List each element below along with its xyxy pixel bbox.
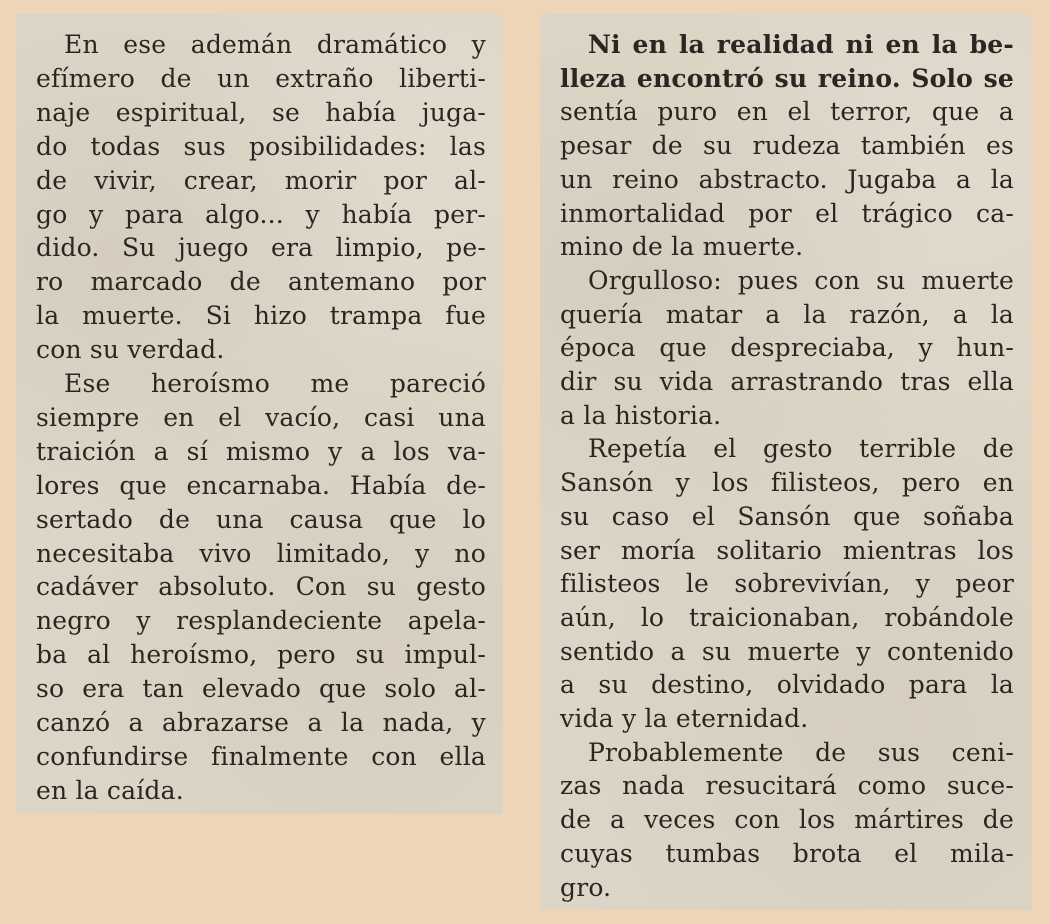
right-column-line: filisteos le sobrevivían, y peor [560,569,1014,599]
right-column-line: un reino abstracto. Jugaba a la [560,164,1014,194]
left-column-line: ba al heroísmo, pero su impul- [36,640,486,670]
left-column-line: so era tan elevado que solo al- [36,674,486,704]
left-column-line: dido. Su juego era limpio, pe- [36,233,486,263]
left-column-line: confundirse finalmente con ella [36,741,486,771]
left-column-line: sertado de una causa que lo [36,504,486,534]
right-column-line: pesar de su rudeza también es [560,131,1014,161]
right-column-line: a la historia. [560,400,722,430]
right-column-line: Repetía el gesto terrible de [588,434,1014,464]
left-column-line: la muerte. Si hizo trampa fue [36,301,486,331]
left-column-line: cadáver absoluto. Con su gesto [36,572,486,602]
left-column-line: traición a sí mismo y a los va- [36,436,486,466]
right-column-line: ser moría solitario mientras los [560,535,1014,565]
left-column-line: ro marcado de antemano por [36,267,486,297]
right-column-line: a su destino, olvidado para la [560,670,1014,700]
right-column-line: sentido a su muerte y contenido [560,636,1014,666]
right-column-line: gro. [560,872,612,902]
right-column-line: aún, lo traicionaban, robándole [560,602,1014,632]
right-column-line: su caso el Sansón que soñaba [560,501,1014,531]
newspaper-clipping-right [540,14,1032,910]
right-column-line: Sansón y los filisteos, pero en [560,468,1014,498]
right-column-line: dir su vida arrastrando tras ella [560,367,1014,396]
left-column-line: necesitaba vivo limitado, y no [36,538,486,568]
left-column-line: efímero de un extraño liberti- [36,63,486,93]
left-column-line: negro y resplandeciente apela- [36,606,486,636]
left-column-line: Ese heroísmo me pareció [64,369,486,398]
left-column-line: con su verdad. [36,335,225,365]
right-column-line: sentía puro en el terror, que a [560,97,1014,127]
newspaper-clipping-left [16,14,503,814]
left-column-line: en la caída. [36,775,184,805]
right-column-line: inmortalidad por el trágico ca- [560,198,1014,228]
left-column-line: go y para algo... y había per- [36,199,486,229]
left-column-line: siempre en el vacío, casi una [36,402,486,432]
right-column-line: zas nada resucitará como suce- [560,771,1014,801]
left-column-line: de vivir, crear, morir por al- [36,165,486,195]
right-column-line: Probablemente de sus ceni- [588,737,1014,767]
right-column-line: vida y la eternidad. [560,704,809,733]
left-column-line: lores que encarnaba. Había de- [36,470,486,500]
right-column-line: Orgulloso: pues con su muerte [588,265,1014,295]
right-column-line: lleza encontró su reino. Solo se [560,63,1014,93]
right-column-line: mino de la muerte. [560,232,804,262]
left-column-line: En ese ademán dramático y [64,30,486,59]
right-column-line: quería matar a la razón, a la [560,299,1014,329]
left-column-line: canzó a abrazarse a la nada, y [36,708,486,737]
right-column-line: época que despreciaba, y hun- [560,333,1014,363]
right-column-line: cuyas tumbas brota el mila- [560,838,1014,868]
right-column-line: de a veces con los mártires de [560,805,1014,835]
left-column-line: naje espiritual, se había juga- [36,97,486,127]
left-column-line: do todas sus posibilidades: las [36,131,486,161]
right-column-line: Ni en la realidad ni en la be- [588,30,1014,59]
